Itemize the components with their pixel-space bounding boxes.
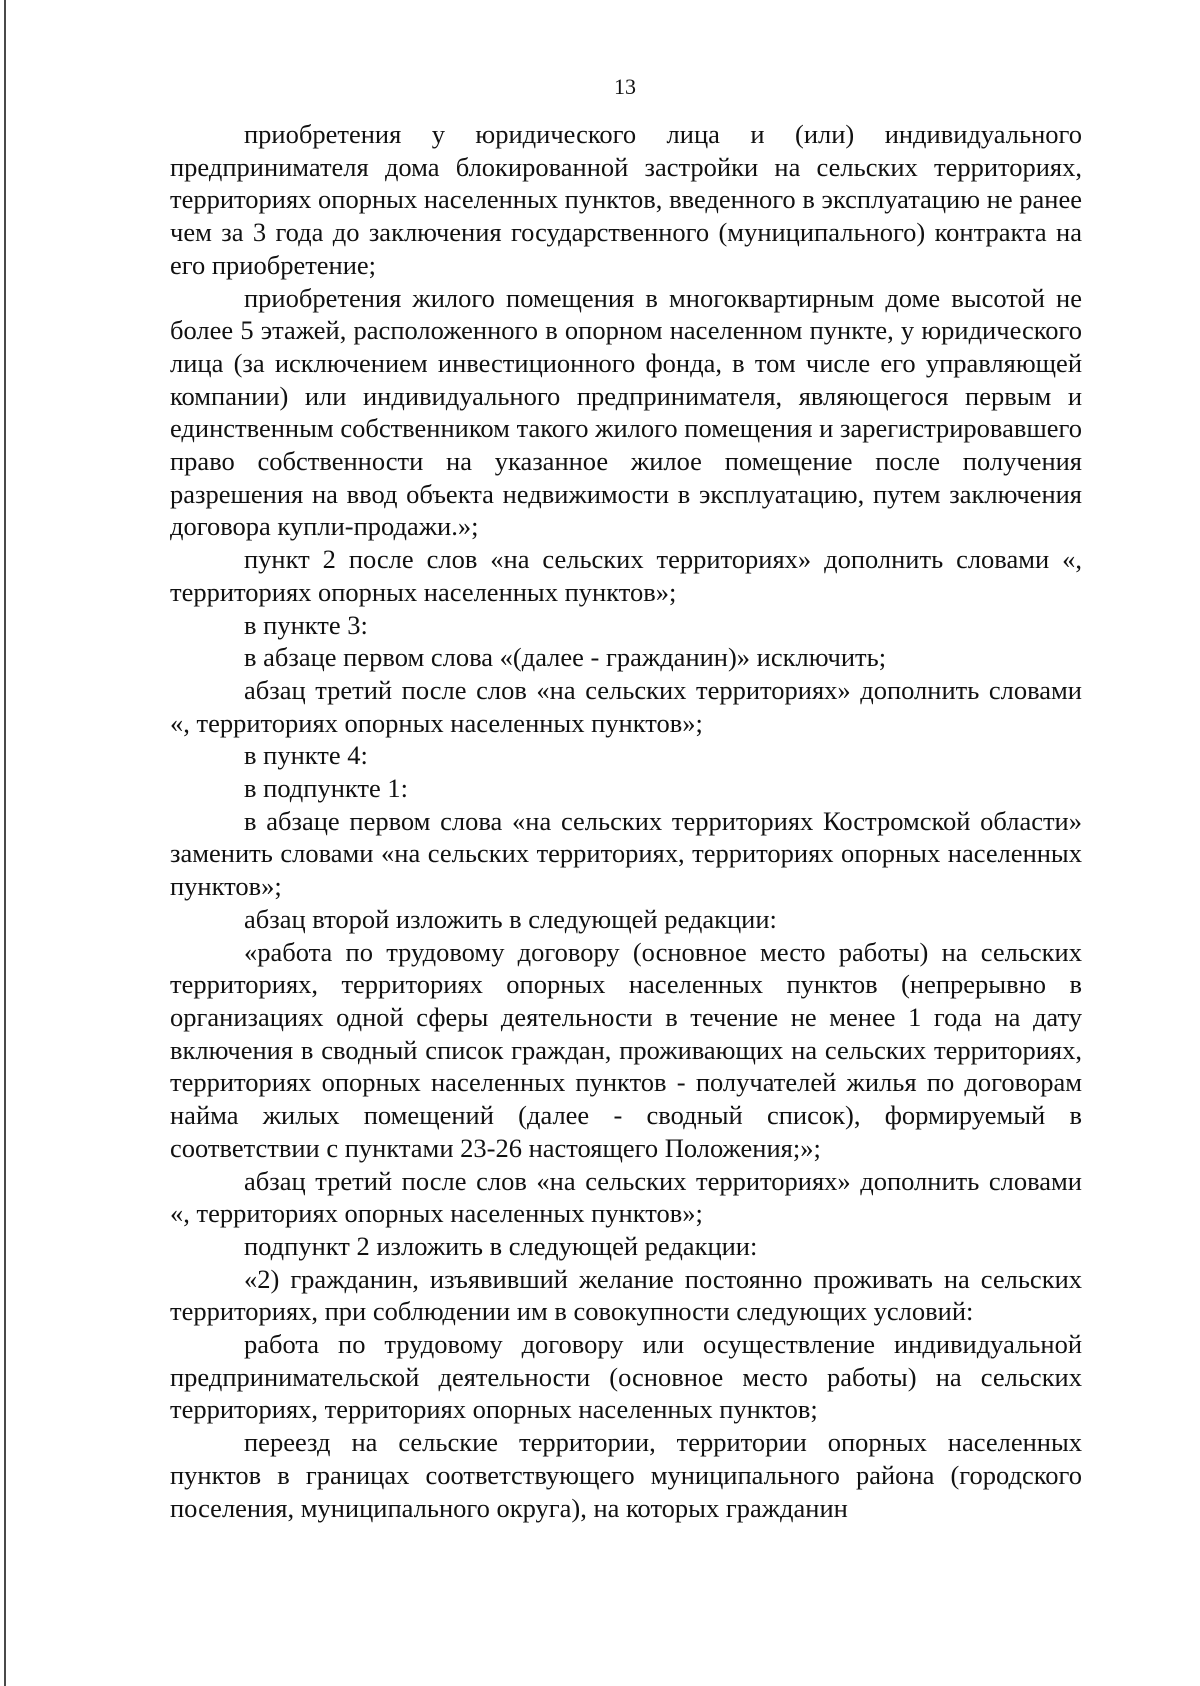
document-body [170, 118, 1082, 1524]
paragraph-16: переезд на сельские территории, территории опорных населенных пунктов в границах соответствующего муниципального района (городского поселения, муниципального округа), на которых гражданин [170, 1427, 1082, 1523]
paragraph-12: абзац третий после слов «на сельских территориях» дополнить словами «, территориях опорных населенных пунктов»; [170, 1165, 1082, 1229]
paragraph-4: в пункте 3: [244, 609, 368, 640]
paragraph-3: пункт 2 после слов «на сельских территориях» дополнить словами «, территориях опорных населенных пунктов»; [170, 544, 1082, 607]
paragraph-8: в подпункте 1: [244, 773, 409, 804]
paragraph-6: абзац третий после слов «на сельских территориях» дополнить словами «, территориях опорных населенных пунктов»; [170, 674, 1082, 738]
paragraph-11: «работа по трудовому договору (основное место работы) на сельских территориях, территориях опорных населенных пунктов (непрерывно в организациях одной сферы деятельности в течение не менее 1 года на дату включения в сводный список граждан, проживающих на сельских территориях, территориях опорных населенных пунктов - получателей жилья по договорам найма жилых помещений (далее - сводный список), формируемый в соответствии с пунктами 23-26 настоящего Положения;»; [170, 936, 1082, 1163]
paragraph-10: абзац второй изложить в следующей редакции: [244, 903, 777, 934]
paragraph-5: в абзаце первом слова «(далее - гражданин)» исключить; [244, 642, 887, 673]
paragraph-15: работа по трудовому договору или осуществление индивидуальной предпринимательской деятельности (основное место работы) на сельских территориях, территориях опорных населенных пунктов; [170, 1329, 1082, 1425]
paragraph-1: приобретения у юридического лица и (или) индивидуального предпринимателя дома блокированной застройки на сельских территориях, территориях опорных населенных пунктов, введенного в эксплуатацию не ранее чем за 3 года до заключения государственного (муниципального) контракта на его приобретение; [170, 119, 1082, 280]
paragraph-2: приобретения жилого помещения в многоквартирным доме высотой не более 5 этажей, расположенного в опорном населенном пункте, у юридического лица (за исключением инвестиционного фонда, в том числе его управляющей компании) или индивидуального предпринимателя, являющегося первым и единственным собственником такого жилого помещения и зарегистрировавшего право собственности на указанное жилое помещение после получения разрешения на ввод объекта недвижимости в эксплуатацию, путем заключения договора купли-продажи.»; [170, 282, 1082, 542]
paragraph-14: «2) гражданин, изъявивший желание постоянно проживать на сельских территориях, при соблюдении им в совокупности следующих условий: [170, 1263, 1082, 1327]
paragraph-9: в абзаце первом слова «на сельских территориях Костромской области» заменить словами «на сельских территориях, территориях опорных населенных пунктов»; [170, 805, 1082, 902]
paragraph-7: в пункте 4: [244, 740, 368, 771]
scan-edge-line [4, 0, 6, 1686]
paragraph-13: подпункт 2 изложить в следующей редакции: [244, 1230, 758, 1261]
page-number: 13 [614, 74, 636, 99]
